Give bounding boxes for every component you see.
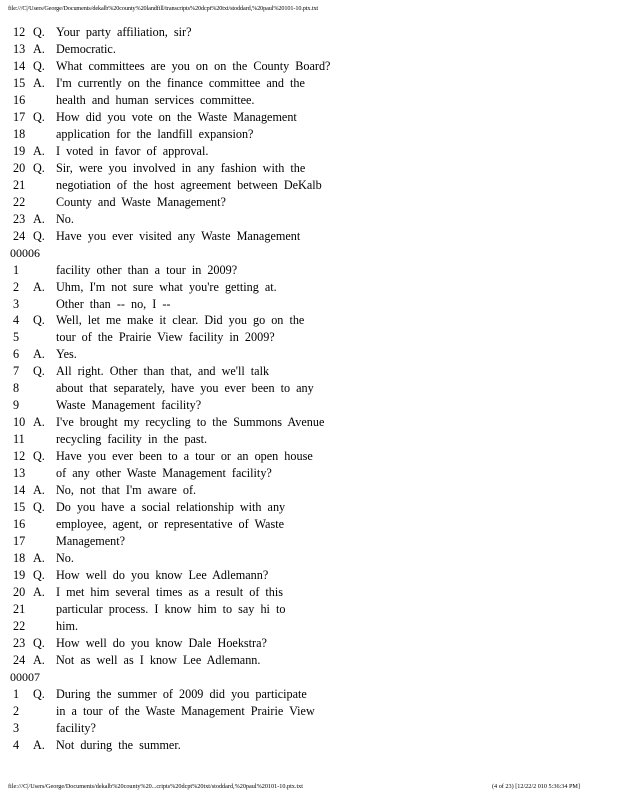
line-text: in a tour of the Waste Management Prairie View — [56, 703, 315, 718]
line-text: Democratic. — [56, 41, 116, 56]
speaker-label: A. — [33, 41, 45, 56]
speaker-label: Q. — [33, 313, 45, 328]
line-number: 15 — [13, 75, 26, 90]
line-text: I've brought my recycling to the Summons Avenue — [56, 415, 325, 430]
line-text: health and human services committee. — [56, 92, 255, 107]
line-text: Have you ever been to a tour or an open house — [56, 449, 313, 464]
line-text: I voted in favor of approval. — [56, 143, 209, 158]
line-number: 24 — [13, 652, 26, 667]
line-text: facility? — [56, 720, 96, 735]
line-number: 22 — [13, 194, 26, 209]
speaker-label: A. — [33, 483, 45, 498]
line-number: 13 — [13, 466, 26, 481]
line-number: 2 — [13, 703, 20, 718]
line-number: 4 — [13, 737, 20, 752]
speaker-label: Q. — [33, 449, 45, 464]
line-number: 21 — [13, 177, 26, 192]
line-number: 4 — [13, 313, 20, 328]
line-text: about that separately, have you ever been to any — [56, 381, 314, 396]
line-text: him. — [56, 618, 79, 633]
speaker-label: Q. — [33, 500, 45, 515]
speaker-label: A. — [33, 347, 45, 362]
speaker-label: A. — [33, 211, 45, 226]
file-path-header: file:///C|/Users/George/Documents/dekalb%20county%20landfill/transcripts%20dcpt%20txt/stoddard,%20paul%20101-10.ptx.txt — [8, 5, 319, 12]
speaker-label: A. — [33, 737, 45, 752]
line-text: facility other than a tour in 2009? — [56, 262, 238, 277]
line-text: Management? — [56, 534, 126, 549]
line-text: Sir, were you involved in any fashion with the — [56, 160, 306, 175]
line-number: 12 — [13, 449, 26, 464]
line-number: 5 — [13, 330, 20, 345]
speaker-label: Q. — [33, 686, 45, 701]
speaker-label: Q. — [33, 25, 45, 39]
speaker-label: A. — [33, 652, 45, 667]
line-text: Waste Management facility? — [56, 398, 202, 413]
page-marker-number: 00007 — [10, 669, 40, 684]
line-number: 3 — [13, 296, 20, 311]
line-number: 1 — [13, 262, 20, 277]
line-number: 23 — [13, 635, 26, 650]
speaker-label: A. — [33, 584, 45, 599]
line-text: I'm currently on the finance committee and the — [56, 75, 305, 90]
line-number: 16 — [13, 517, 26, 532]
line-number: 10 — [13, 415, 26, 430]
line-number: 18 — [13, 126, 26, 141]
line-text: Your party affiliation, sir? — [56, 25, 192, 39]
line-number: 19 — [13, 568, 26, 582]
speaker-label: Q. — [33, 228, 45, 243]
line-number: 2 — [13, 279, 20, 294]
line-number: 17 — [13, 534, 26, 549]
line-number: 6 — [13, 347, 20, 362]
line-text: I met him several times as a result of this — [56, 584, 284, 599]
speaker-label: A. — [33, 143, 45, 158]
speaker-label: A. — [33, 551, 45, 566]
line-number: 14 — [13, 58, 26, 73]
line-number: 15 — [13, 500, 26, 515]
line-number: 19 — [13, 143, 26, 158]
line-number: 17 — [13, 109, 26, 124]
line-text: Well, let me make it clear. Did you go on the — [56, 313, 305, 328]
line-text: employee, agent, or representative of Waste — [56, 517, 285, 532]
line-text: How well do you know Lee Adlemann? — [56, 568, 269, 582]
line-number: 7 — [13, 364, 20, 379]
line-text: Not during the summer. — [56, 737, 181, 752]
speaker-label: Q. — [33, 58, 45, 73]
line-text: Have you ever visited any Waste Management — [56, 228, 301, 243]
speaker-label: Q. — [33, 568, 45, 582]
line-text: During the summer of 2009 did you participate — [56, 686, 307, 701]
line-text: application for the landfill expansion? — [56, 126, 254, 141]
footer-page-info: (4 of 23) [12/22/2 010 5:36:34 PM] — [492, 783, 580, 790]
line-number: 20 — [13, 160, 26, 175]
speaker-label: Q. — [33, 635, 45, 650]
line-number: 9 — [13, 398, 20, 413]
line-text: Do you have a social relationship with any — [56, 500, 286, 515]
line-text: What committees are you on on the County Board? — [56, 58, 331, 73]
line-number: 14 — [13, 483, 26, 498]
line-number: 21 — [13, 601, 26, 616]
line-text: Uhm, I'm not sure what you're getting at. — [56, 279, 277, 294]
speaker-label: Q. — [33, 364, 45, 379]
line-text: How did you vote on the Waste Management — [56, 109, 297, 124]
line-number: 24 — [13, 228, 26, 243]
line-text: negotiation of the host agreement between DeKalb — [56, 177, 322, 192]
line-text: Not as well as I know Lee Adlemann. — [56, 652, 261, 667]
line-number: 13 — [13, 41, 26, 56]
page-marker-number: 00006 — [10, 245, 40, 260]
speaker-label: A. — [33, 415, 45, 430]
line-number: 23 — [13, 211, 26, 226]
line-number: 3 — [13, 720, 20, 735]
speaker-label: A. — [33, 75, 45, 90]
line-number: 12 — [13, 25, 26, 39]
line-text: particular process. I know him to say hi to — [56, 601, 286, 616]
speaker-label: Q. — [33, 109, 45, 124]
line-text: Yes. — [56, 347, 77, 362]
line-number: 18 — [13, 551, 26, 566]
line-text: No. — [56, 211, 74, 226]
line-number: 11 — [13, 432, 25, 447]
speaker-label: A. — [33, 279, 45, 294]
line-number: 22 — [13, 618, 26, 633]
line-text: tour of the Prairie View facility in 2009? — [56, 330, 275, 345]
line-text: No. — [56, 551, 74, 566]
line-text: No, not that I'm aware of. — [56, 483, 197, 498]
footer-file-path: file:///C|/Users/George/Documents/dekalb%20county%20...cripts%20dcpt%20txt/stoddard,%20paul%20101-10.ptx.txt — [8, 783, 303, 790]
line-number: 8 — [13, 381, 20, 396]
line-text: How well do you know Dale Hoekstra? — [56, 635, 267, 650]
line-number: 20 — [13, 584, 26, 599]
line-text: of any other Waste Management facility? — [56, 466, 272, 481]
speaker-label: Q. — [33, 160, 45, 175]
line-text: County and Waste Management? — [56, 194, 226, 209]
line-number: 16 — [13, 92, 26, 107]
line-text: All right. Other than that, and we'll talk — [56, 364, 270, 379]
line-text: recycling facility in the past. — [56, 432, 208, 447]
line-number: 1 — [13, 686, 20, 701]
line-text: Other than -- no, I -- — [56, 296, 171, 311]
